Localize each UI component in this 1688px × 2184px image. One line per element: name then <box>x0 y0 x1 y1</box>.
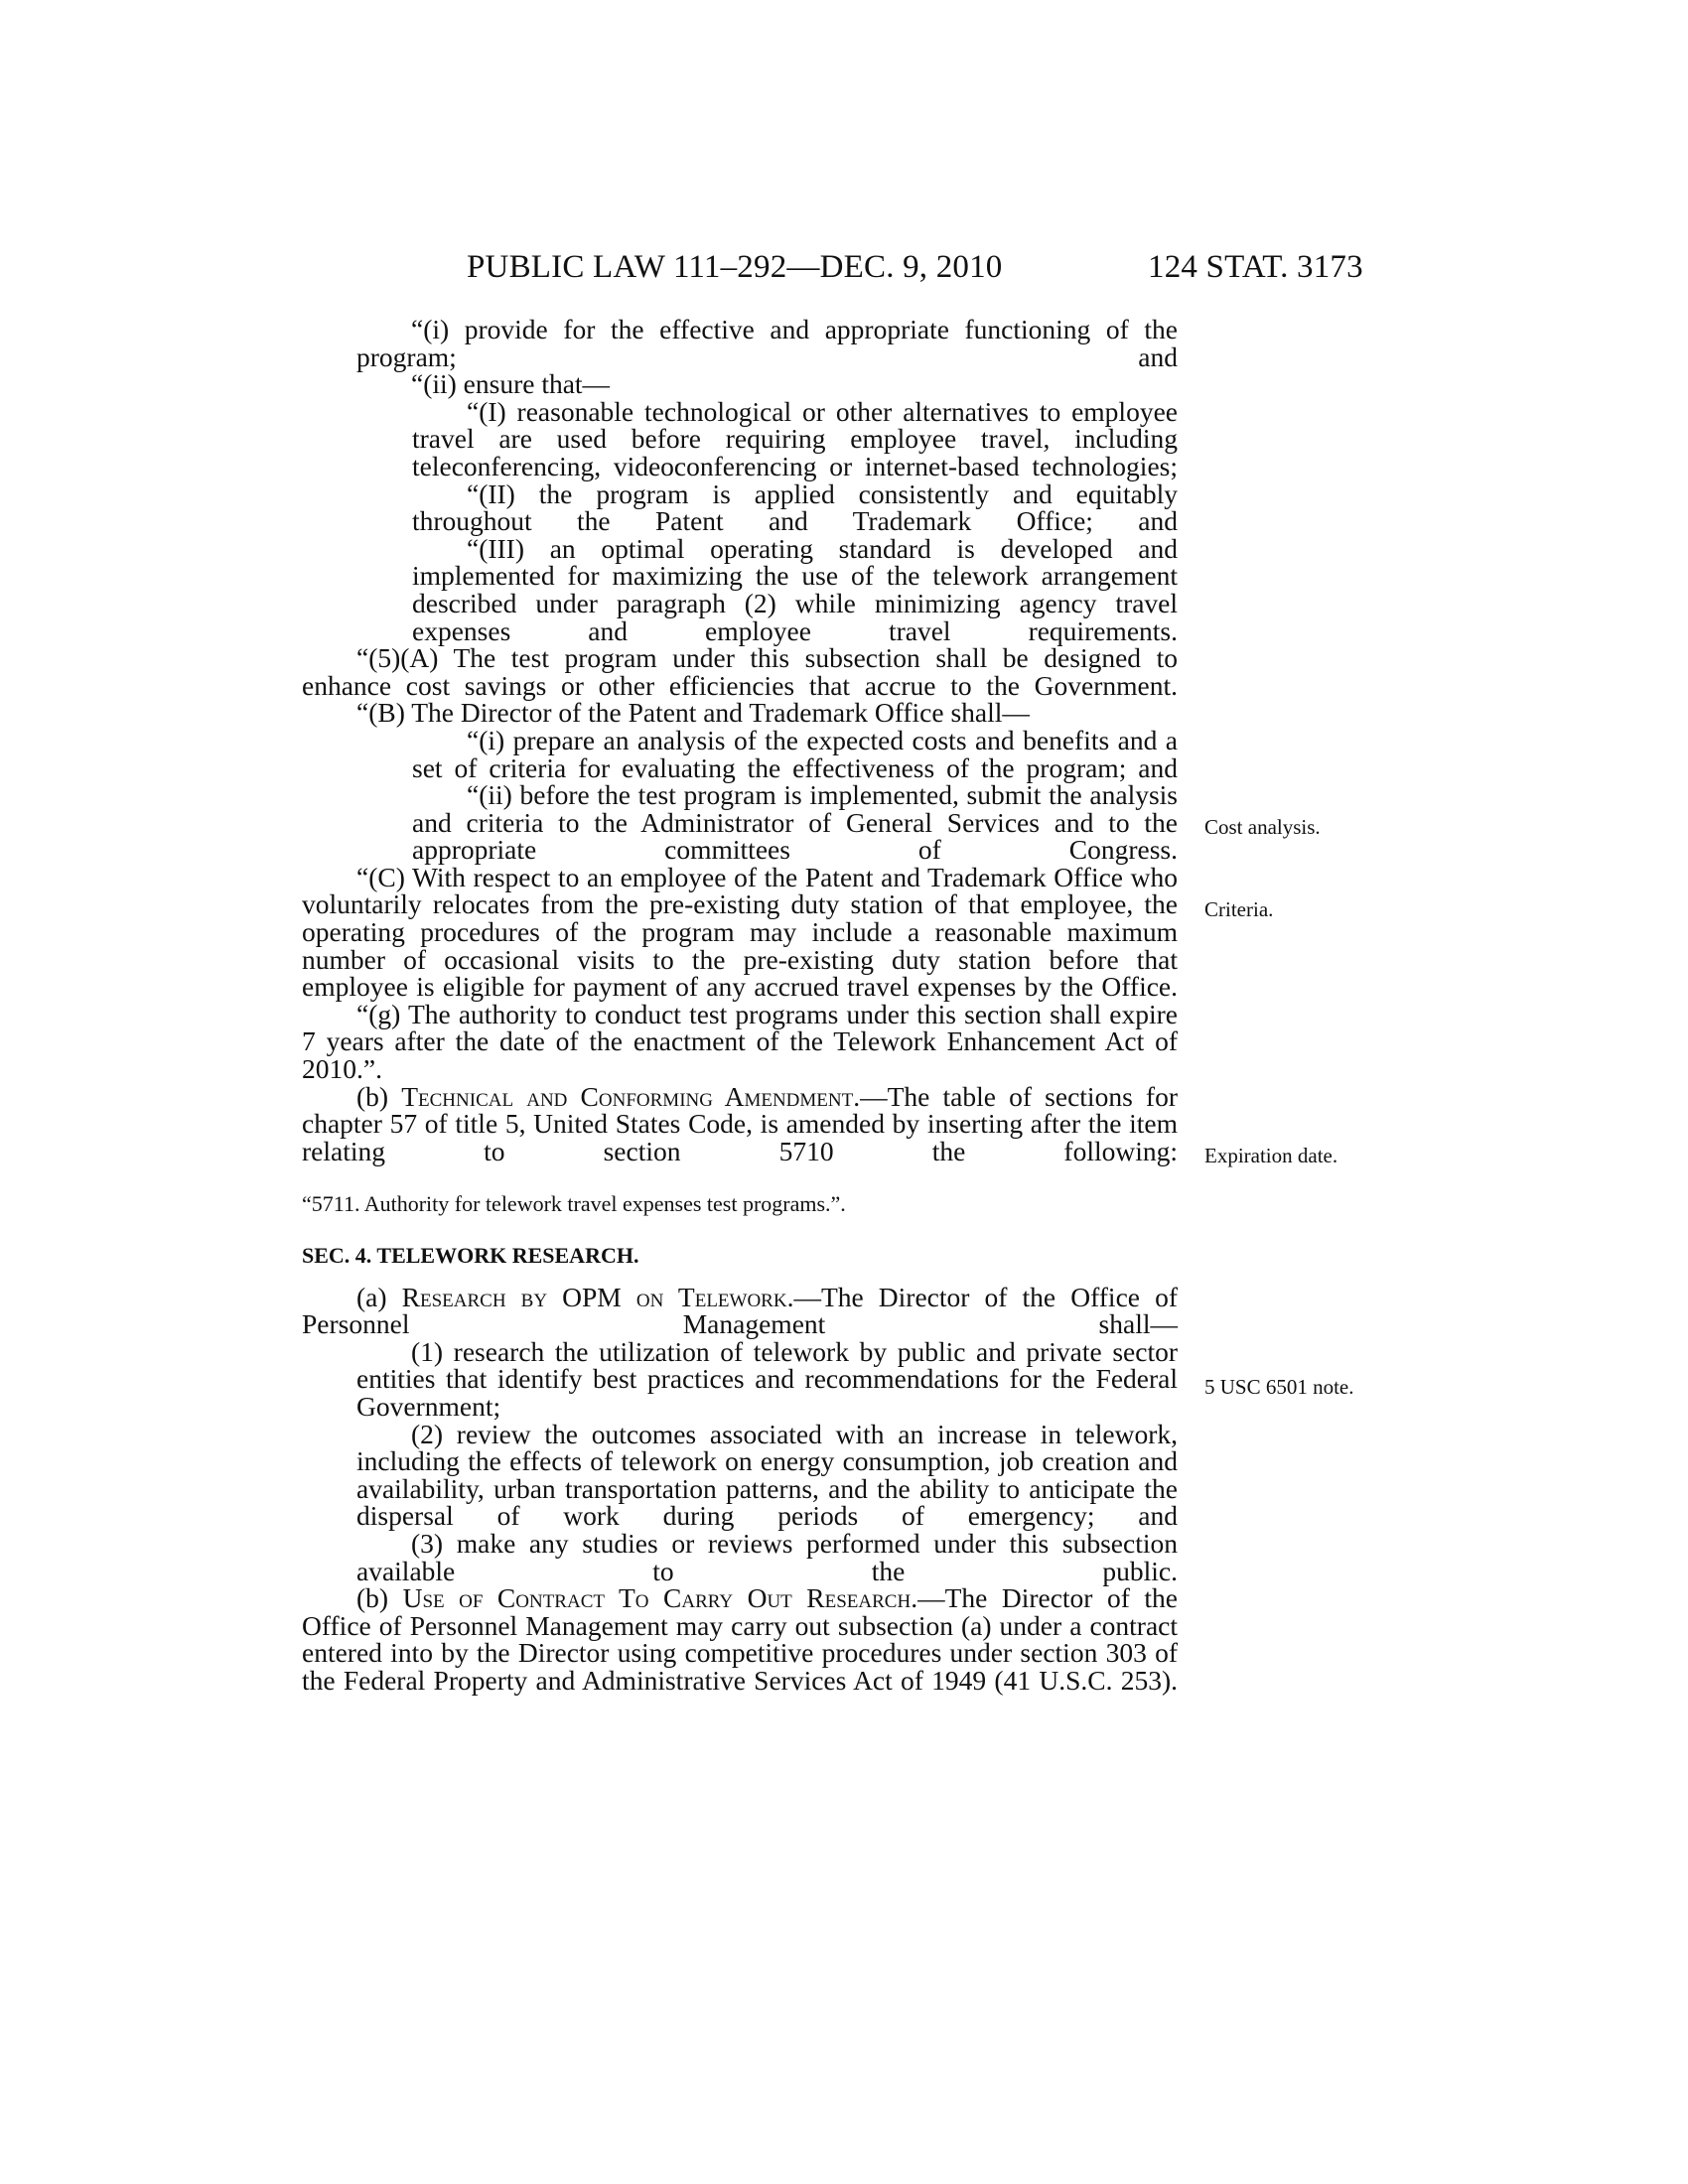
paragraph-B-ii-submit: “(ii) before the test program is implemented, submit the analysis and criteria to the Administrator of General Services and to the appropriate committees of Congress. <box>412 779 1178 866</box>
body-text <box>302 316 1178 1695</box>
paragraph-III-operating-standard: “(III) an optimal operating standard is developed and implemented for maximizing the use of the telework arrangement described under paragraph (2) while minimizing agency travel expenses and employee travel requirements. <box>412 532 1178 646</box>
paragraph-C-relocation: “(C) With respect to an employee of the Patent and Trademark Office who voluntarily relocates from the pre-existing duty station of that employee, the operating procedures of the program may include a reasonable maximum number of occasional visits to the pre-existing duty station before that employee is eligible for payment of any accrued travel expenses by the Office. <box>302 861 1178 1003</box>
paragraph-I-alternatives: “(I) reasonable technological or other alternatives to employee travel are used before requiring employee travel, including teleconferencing, videoconferencing or internet-based technologies; <box>412 395 1178 481</box>
paragraph-B-director: “(B) The Director of the Patent and Trademark Office shall— <box>356 697 1030 729</box>
margin-note-criteria: Criteria. <box>1204 897 1274 921</box>
section-heading: SEC. 4. TELEWORK RESEARCH. <box>302 1243 639 1268</box>
running-header-stat: 124 STAT. 3173 <box>1148 249 1363 285</box>
margin-note-cost-analysis: Cost analysis. <box>1204 815 1321 839</box>
margin-note-expiration-date: Expiration date. <box>1204 1144 1338 1167</box>
contract-text: —The Director of the Office of Personnel Management may carry out subsection (a) under a contract entered into by the Director using competitive procedures under section 303 of the Federal Property and Administrative Services Act of 1949 (41 U.S.C. 253). <box>302 1582 1178 1696</box>
paragraph-a-research: (a) Research by OPM on Telework.—The Director of the Office of Personnel Management shall— <box>302 1281 1178 1340</box>
paragraph-5A-cost-savings: “(5)(A) The test program under this subsection shall be designed to enhance cost savings or other efficiencies that accrue to the Government. <box>302 642 1178 701</box>
technical-amendment-heading: Technical and Conforming Amendment. <box>401 1080 861 1112</box>
paragraph-i-provide: “(i) provide for the effective and appropriate functioning of the program; and <box>356 314 1178 372</box>
technical-amendment-text: —The table of sections for chapter 57 of title 5, United States Code, is amended by inserting after the item relating to section 5710 the following: <box>302 1080 1178 1166</box>
paragraph-g-expiration: “(g) The authority to conduct test programs under this section shall expire 7 years after the date of the enactment of the Telework Enhancement Act of 2010.”. <box>302 998 1178 1085</box>
contract-heading: Use of Contract To Carry Out Research. <box>402 1582 918 1614</box>
research-text: —The Director of the Office of Personnel Management shall— <box>302 1281 1178 1340</box>
paragraph-B-i-analysis: “(i) prepare an analysis of the expected costs and benefits and a set of criteria for evaluating the effectiveness of the program; and <box>412 724 1178 783</box>
paragraph-a2-outcomes: (2) review the outcomes associated with an increase in telework, including the effects of telework on energy consumption, job creation and availability, urban transportation patterns, and the ability to anticipate the dispersal of work during periods of emergency; and <box>356 1418 1178 1532</box>
paragraph-b-technical-amendment: (b) Technical and Conforming Amendment.—The table of sections for chapter 57 of title 5, United States Code, is amended by inserting after the item relating to section 5710 the following: <box>302 1080 1178 1166</box>
paragraph-a1-utilization: (1) research the utilization of telework by public and private sector entities that identify best practices and recommendations for the Federal Government; <box>356 1335 1178 1422</box>
paragraph-II-consistency: “(II) the program is applied consistently and equitably throughout the Patent and Trademark Office; and <box>412 478 1178 537</box>
paragraph-b-contract: (b) Use of Contract To Carry Out Research.—The Director of the Office of Personnel Management may carry out subsection (a) under a contract entered into by the Director using competitive procedures under section 303 of the Federal Property and Administrative Services Act of 1949 (41 U.S.C. 253). <box>302 1582 1178 1696</box>
paragraph-a3-studies: (3) make any studies or reviews performed under this subsection available to the public. <box>356 1527 1178 1586</box>
running-header-title: PUBLIC LAW 111–292—DEC. 9, 2010 <box>467 249 1003 285</box>
margin-note-usc: 5 USC 6501 note. <box>1204 1375 1354 1399</box>
paragraph-ii-ensure: “(ii) ensure that— <box>411 368 611 400</box>
table-of-sections-item: “5711. Authority for telework travel expenses test programs.”. <box>302 1191 846 1217</box>
research-heading: Research by OPM on Telework. <box>401 1281 794 1312</box>
